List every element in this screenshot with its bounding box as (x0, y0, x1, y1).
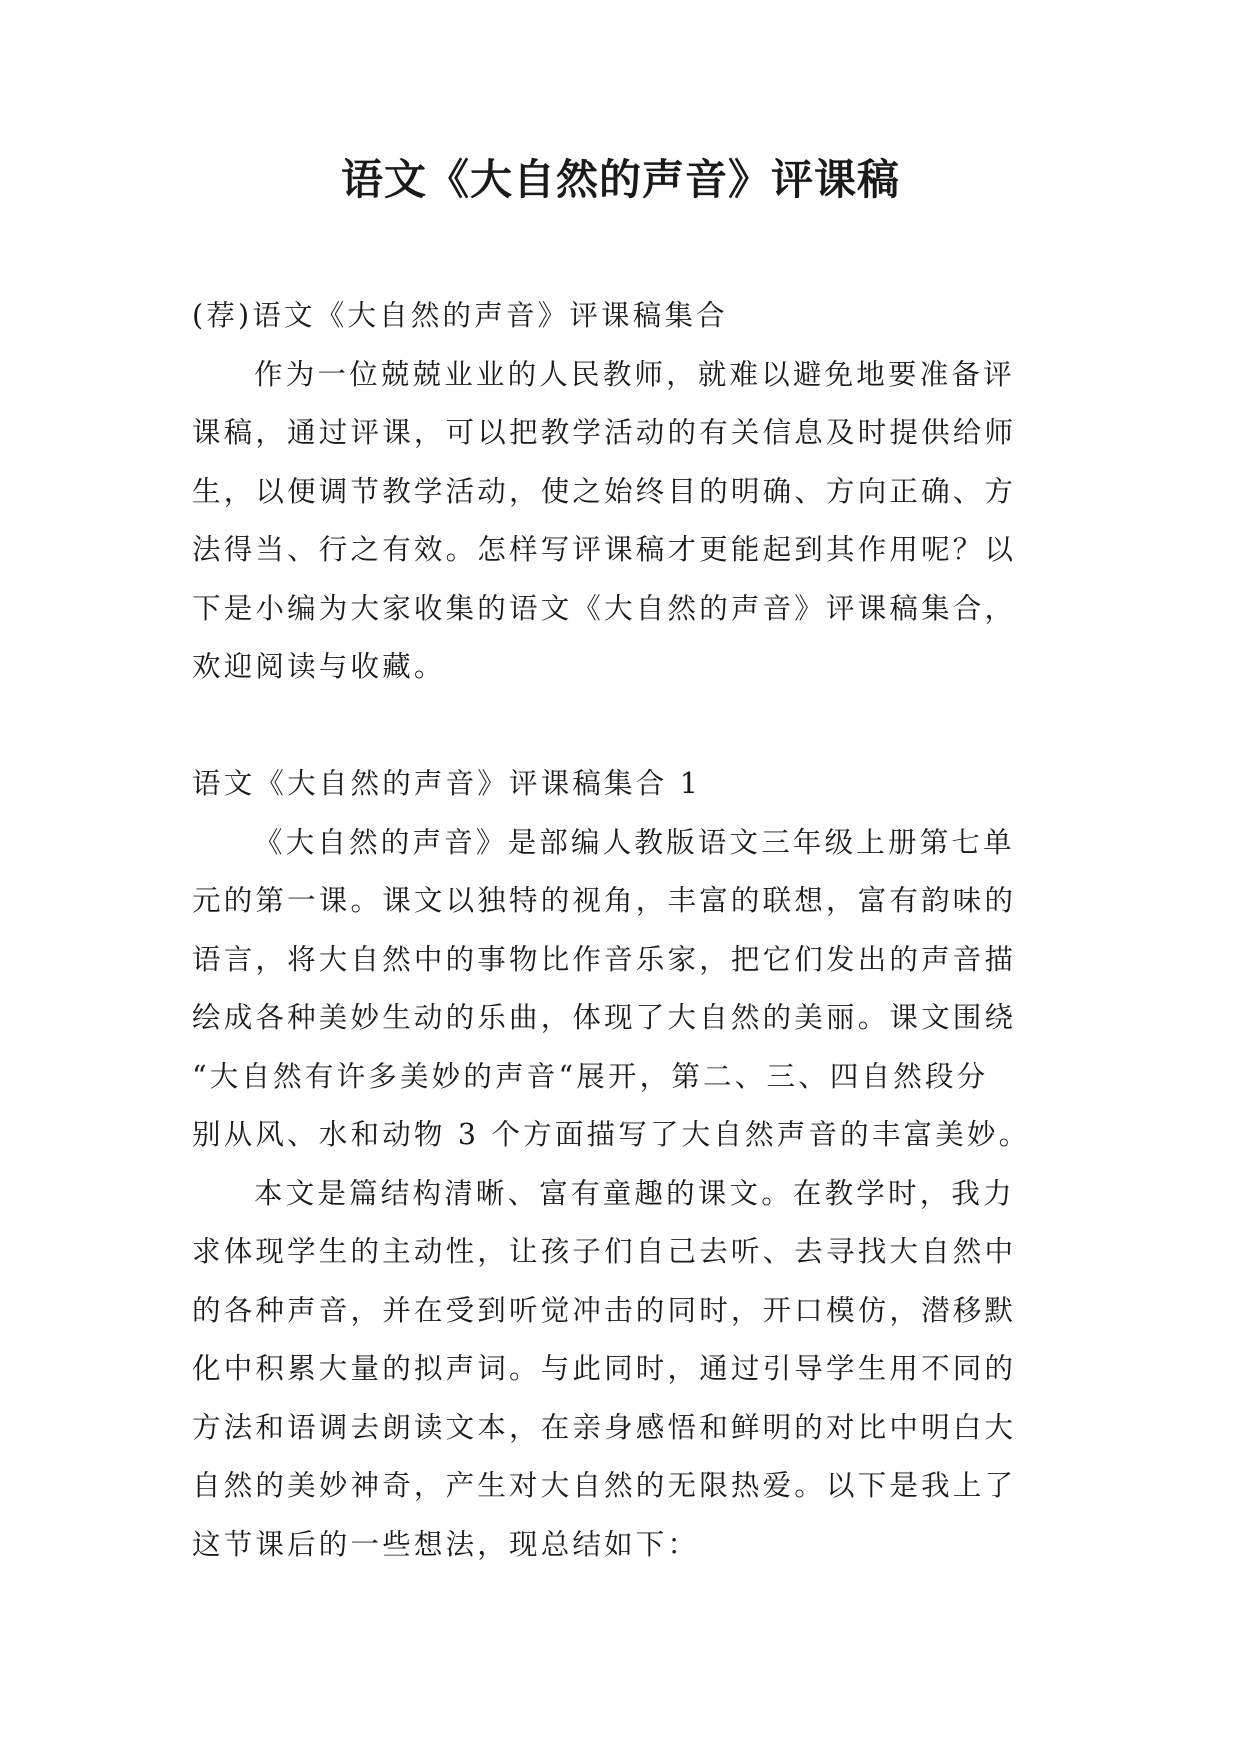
intro-paragraph (192, 346, 1052, 697)
section1-paragraph-1 (192, 814, 1052, 1165)
paragraph-line: 本文是篇结构清晰、富有童趣的课文。在教学时，我力 (254, 1176, 1015, 1210)
paragraph-line: 作为一位兢兢业业的人民教师，就难以避免地要准备评 (254, 357, 1015, 391)
paragraph-line: 别从风、水和动物 3 个方面描写了大自然声音的丰富美妙。 (192, 1118, 1031, 1151)
paragraph-line: 下是小编为大家收集的语文《大自然的声音》评课稿集合， (192, 591, 1017, 625)
paragraph-line: 语言，将大自然中的事物比作音乐家，把它们发出的声音描 (192, 942, 1017, 976)
paragraph-line: 元的第一课。课文以独特的视角，丰富的联想，富有韵味的 (192, 884, 1017, 917)
paragraph-line: 的各种声音，并在受到听觉冲击的同时，开口模仿，潜移默 (192, 1293, 1017, 1327)
paragraph-line: 课稿，通过评课，可以把教学活动的有关信息及时提供给师 (192, 416, 1017, 449)
section1-paragraph-2 (192, 1165, 1052, 1575)
paragraph-gap (192, 697, 1052, 756)
paragraph-line: 绘成各种美妙生动的乐曲，体现了大自然的美丽。课文围绕 (192, 1001, 1017, 1034)
paragraph-line: 这节课后的一些想法，现总结如下： (192, 1527, 700, 1561)
paragraph-line: “大自然有许多美妙的声音“展开，第二、三、四自然段分 (192, 1059, 989, 1093)
paragraph-line: 欢迎阅读与收藏。 (192, 650, 446, 683)
paragraph-line: 求体现学生的主动性，让孩子们自己去听、去寻找大自然中 (192, 1235, 1017, 1268)
document-title: 语文《大自然的声音》评课稿 (340, 155, 900, 204)
document-body (192, 287, 1052, 1574)
paragraph-line: 《大自然的声音》是部编人教版语文三年级上册第七单 (254, 825, 1015, 859)
document-subtitle: (荐)语文《大自然的声音》评课稿集合 (192, 299, 728, 332)
paragraph-line: 化中积累大量的拟声词。与此同时，通过引导学生用不同的 (192, 1352, 1017, 1385)
paragraph-line: 自然的美妙神奇，产生对大自然的无限热爱。以下是我上了 (192, 1469, 1017, 1502)
paragraph-line: 方法和语调去朗读文本，在亲身感悟和鲜明的对比中明白大 (192, 1410, 1017, 1444)
paragraph-line: 法得当、行之有效。怎样写评课稿才更能起到其作用呢？以 (192, 533, 1017, 566)
section-heading: 语文《大自然的声音》评课稿集合 1 (192, 767, 702, 800)
paragraph-line: 生，以便调节教学活动，使之始终目的明确、方向正确、方 (192, 474, 1017, 508)
